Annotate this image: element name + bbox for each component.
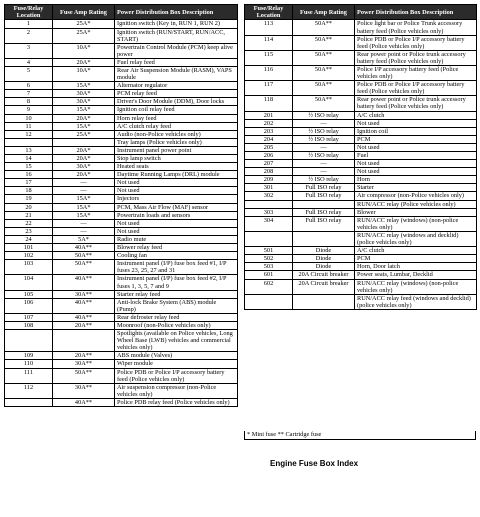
fuse-location-cell: 301 <box>245 184 293 192</box>
fuse-rating-cell: 5A* <box>53 235 115 243</box>
fuse-description-cell: Horn relay feed <box>115 114 238 122</box>
fuse-rating-cell: 50A** <box>293 81 355 96</box>
fuse-rating-cell: 15A* <box>53 211 115 219</box>
fuse-description-cell: Not used <box>115 219 238 227</box>
table-row <box>5 298 238 313</box>
table-row <box>5 82 238 90</box>
fuse-description-cell: Instrument panel power point <box>115 146 238 154</box>
left-fuse-table <box>4 4 238 407</box>
table-row <box>5 290 238 298</box>
table-row <box>5 43 238 58</box>
table-header-row <box>245 5 477 20</box>
fuse-rating-cell: 15A* <box>53 122 115 130</box>
table-row <box>245 119 477 127</box>
fuse-location-cell: 4 <box>5 58 53 66</box>
fuse-rating-cell: 40A** <box>53 398 115 406</box>
fuse-rating-cell: 20A* <box>53 114 115 122</box>
fuse-location-cell: 303 <box>245 208 293 216</box>
fuse-description-cell: RUN/ACC relay (windows) (non-police vehicles only) <box>355 216 477 231</box>
fuse-rating-cell: 40A** <box>53 244 115 252</box>
table-row <box>5 383 238 398</box>
fuse-description-cell: Spotlights (available on Police vehicles, Long Wheel Base (LWB) vehicles and commercial vehicles only) <box>115 330 238 352</box>
fuse-location-cell <box>245 294 293 309</box>
fuse-description-cell: Powertrain loads and sensors <box>115 211 238 219</box>
fuse-rating-cell: ½ ISO relay <box>293 135 355 143</box>
table-row <box>5 321 238 329</box>
fuse-description-cell: Radio mute <box>115 235 238 243</box>
table-row <box>245 176 477 184</box>
fuse-description-cell: Not used <box>355 160 477 168</box>
fuse-description-cell: Not used <box>355 119 477 127</box>
fuse-location-cell: 113 <box>245 20 293 35</box>
fuse-description-cell: Ignition switch (Key in, RUN 1, RUN 2) <box>115 20 238 28</box>
table-row <box>245 216 477 231</box>
table-row <box>5 98 238 106</box>
table-row <box>5 313 238 321</box>
fuse-rating-cell: — <box>293 143 355 151</box>
fuse-rating-cell <box>53 330 115 352</box>
table-row <box>245 135 477 143</box>
fuse-location-cell: 204 <box>245 135 293 143</box>
fuse-location-cell: 205 <box>245 143 293 151</box>
header-description: Power Distribution Box Description <box>355 5 477 20</box>
table-row <box>245 20 477 35</box>
fuse-description-cell: Fuel <box>355 152 477 160</box>
table-row <box>5 227 238 235</box>
fuse-description-cell: Police PDB or Police I/P accessory battery feed (Police vehicles only) <box>355 81 477 96</box>
header-rating: Fuse Amp Rating <box>53 5 115 20</box>
fuse-location-cell: 1 <box>5 20 53 28</box>
fuse-description-cell: Cooling fan <box>115 252 238 260</box>
fuse-location-cell: 601 <box>245 271 293 279</box>
fuse-rating-cell: 10A* <box>53 43 115 58</box>
table-row <box>245 294 477 309</box>
fuse-location-cell: 104 <box>5 275 53 290</box>
fuse-rating-cell: Full ISO relay <box>293 192 355 200</box>
fuse-location-cell: 602 <box>245 279 293 294</box>
fuse-rating-cell: 15A* <box>53 106 115 114</box>
table-row <box>245 65 477 80</box>
fuse-location-cell: 17 <box>5 179 53 187</box>
fuse-rating-cell: — <box>53 179 115 187</box>
table-row <box>5 20 238 28</box>
left-table-body <box>5 20 238 407</box>
table-row <box>5 58 238 66</box>
table-row <box>5 195 238 203</box>
fuse-rating-cell: Full ISO relay <box>293 208 355 216</box>
table-row <box>5 171 238 179</box>
fuse-description-cell: Instrument panel (I/P) fuse box feed #1, I/P fuses 23, 25, 27 and 31 <box>115 260 238 275</box>
fuse-location-cell: 207 <box>245 160 293 168</box>
fuse-location-cell: 21 <box>5 211 53 219</box>
fuse-rating-cell <box>293 231 355 246</box>
fuse-description-cell: Rear Air Suspension Module (RASM), VAPS module <box>115 66 238 81</box>
fuse-description-cell: Wiper module <box>115 360 238 368</box>
fuse-description-cell: Daytime Running Lamps (DRL) module <box>115 171 238 179</box>
table-row <box>5 187 238 195</box>
fuse-location-cell: 109 <box>5 352 53 360</box>
fuse-description-cell: ABS module (Valves) <box>115 352 238 360</box>
fuse-description-cell: Driver's Door Module (DDM), Door locks <box>115 98 238 106</box>
fuse-description-cell: PCM, Mass Air Flow (MAF) sensor <box>115 203 238 211</box>
table-row <box>5 244 238 252</box>
fuse-location-cell: 7 <box>5 90 53 98</box>
fuse-location-cell: 115 <box>245 50 293 65</box>
fuse-location-cell: 18 <box>5 187 53 195</box>
fuse-location-cell: 201 <box>245 111 293 119</box>
fuse-description-cell: Heated seats <box>115 163 238 171</box>
fuse-description-cell: Injectors <box>115 195 238 203</box>
fuse-rating-cell: 20A** <box>53 352 115 360</box>
fuse-description-cell: Police PDB relay feed (Police vehicles only) <box>115 398 238 406</box>
fuse-rating-cell: 25A* <box>53 20 115 28</box>
fuse-rating-cell: — <box>293 119 355 127</box>
table-row <box>245 143 477 151</box>
fuse-rating-cell: Full ISO relay <box>293 184 355 192</box>
fuse-description-cell: Horn, Door latch <box>355 263 477 271</box>
fuse-description-cell: Police PDB or Police I/P accessory battery feed (Police vehicles only) <box>355 35 477 50</box>
fuse-rating-cell: 20A** <box>53 321 115 329</box>
fuse-description-cell: PCM relay feed <box>115 90 238 98</box>
table-row <box>5 138 238 146</box>
table-row <box>5 203 238 211</box>
fuse-location-cell: 502 <box>245 255 293 263</box>
fuse-rating-cell: 20A* <box>53 171 115 179</box>
fuse-description-cell: RUN/ACC relay feed (windows and decklid) (police vehicles only) <box>355 294 477 309</box>
table-row <box>245 279 477 294</box>
table-row <box>5 163 238 171</box>
fuse-rating-cell: 20A* <box>53 155 115 163</box>
table-row <box>245 247 477 255</box>
fuse-location-cell: 106 <box>5 298 53 313</box>
fuse-location-cell: 2 <box>5 28 53 43</box>
fuse-description-cell: Anti-lock Brake System (ABS) module (Pump) <box>115 298 238 313</box>
table-row <box>245 152 477 160</box>
table-row <box>5 398 238 406</box>
fuse-description-cell: Starter <box>355 184 477 192</box>
table-row <box>5 352 238 360</box>
fuse-rating-cell: 50A** <box>53 260 115 275</box>
table-row <box>5 360 238 368</box>
fuse-location-cell: 8 <box>5 98 53 106</box>
fuse-location-cell: 16 <box>5 171 53 179</box>
table-row <box>5 219 238 227</box>
fuse-location-cell: 9 <box>5 106 53 114</box>
fuse-description-cell: Not used <box>355 143 477 151</box>
fuse-rating-cell: 40A** <box>53 313 115 321</box>
fuse-location-cell: 501 <box>245 247 293 255</box>
fuse-location-cell: 12 <box>5 130 53 138</box>
fuse-rating-cell: 20A* <box>53 58 115 66</box>
fuse-description-cell: Horn <box>355 176 477 184</box>
fuse-description-cell: A/C clutch <box>355 111 477 119</box>
fuse-location-cell: 110 <box>5 360 53 368</box>
table-row <box>245 184 477 192</box>
table-row <box>245 81 477 96</box>
fuse-description-cell: PCM <box>355 255 477 263</box>
fuse-location-cell: 14 <box>5 155 53 163</box>
table-row <box>5 155 238 163</box>
fuse-description-cell: Starter relay feed <box>115 290 238 298</box>
fuse-rating-cell: 25A* <box>53 28 115 43</box>
fuse-description-cell: Ignition switch (RUN/START, RUN/ACC, START) <box>115 28 238 43</box>
fuse-rating-cell: 30A* <box>53 90 115 98</box>
fuse-location-cell: 15 <box>5 163 53 171</box>
table-row <box>245 271 477 279</box>
header-rating: Fuse Amp Rating <box>293 5 355 20</box>
fuse-location-cell: 209 <box>245 176 293 184</box>
fuse-rating-cell <box>53 138 115 146</box>
fuse-description-cell: Police light bar or Police Trunk accessory battery feed (Police vehicles only) <box>355 20 477 35</box>
section-heading: Engine Fuse Box Index <box>270 459 359 468</box>
fuse-location-cell: 114 <box>245 35 293 50</box>
table-row <box>245 200 477 208</box>
right-fuse-table <box>244 4 477 310</box>
fuse-rating-cell: Diode <box>293 247 355 255</box>
fuse-location-cell: 112 <box>5 383 53 398</box>
fuse-rating-cell: — <box>53 219 115 227</box>
fuse-description-cell: PCM <box>355 135 477 143</box>
fuse-location-cell: 22 <box>5 219 53 227</box>
fuse-location-cell: 105 <box>5 290 53 298</box>
fuse-description-cell: Air compressor (non-Police vehicles only) <box>355 192 477 200</box>
fuse-rating-cell: 15A* <box>53 82 115 90</box>
fuse-description-cell: A/C clutch relay feed <box>115 122 238 130</box>
table-row <box>5 368 238 383</box>
fuse-location-cell: 203 <box>245 127 293 135</box>
fuse-description-cell: Ignition coil relay feed <box>115 106 238 114</box>
fuse-description-cell: Power seats, Lumbar, Decklid <box>355 271 477 279</box>
fuse-rating-cell: — <box>53 227 115 235</box>
fuse-description-cell: RUN/ACC relay (windows and decklid) (police vehicles only) <box>355 231 477 246</box>
fuse-location-cell: 3 <box>5 43 53 58</box>
fuse-rating-cell: 20A* <box>53 146 115 154</box>
fuse-location-cell: 208 <box>245 168 293 176</box>
fuse-description-cell: Stop lamp switch <box>115 155 238 163</box>
fuse-description-cell: Police PDB or Police I/P accessory battery feed (Police vehicles only) <box>115 368 238 383</box>
table-row <box>245 168 477 176</box>
fuse-description-cell: RUN/ACC relay (Police vehicles only) <box>355 200 477 208</box>
fuse-location-cell: 19 <box>5 195 53 203</box>
fuse-location-cell: 116 <box>245 65 293 80</box>
fuse-location-cell: 304 <box>245 216 293 231</box>
fuse-description-cell: Instrument panel (I/P) fuse box feed #2, I/P fuses 1, 3, 5, 7 and 9 <box>115 275 238 290</box>
fuse-location-cell: 302 <box>245 192 293 200</box>
fuse-rating-cell: 50A** <box>293 35 355 50</box>
fuse-location-cell <box>5 330 53 352</box>
fuse-location-cell: 202 <box>245 119 293 127</box>
fuse-description-cell: Not used <box>355 168 477 176</box>
fuse-location-cell: 111 <box>5 368 53 383</box>
fuse-rating-cell: 15A* <box>53 195 115 203</box>
table-row <box>5 179 238 187</box>
fuse-rating-cell: 50A** <box>53 252 115 260</box>
table-row <box>245 111 477 119</box>
fuse-location-cell: 103 <box>5 260 53 275</box>
fuse-description-cell: Not used <box>115 187 238 195</box>
fuse-rating-cell: 30A** <box>53 290 115 298</box>
fuse-description-cell: Rear defroster relay feed <box>115 313 238 321</box>
table-row <box>245 192 477 200</box>
fuse-rating-cell: 10A* <box>53 66 115 81</box>
fuse-description-cell: Audio (non-Police vehicles only) <box>115 130 238 138</box>
table-row <box>245 160 477 168</box>
header-location: Fuse/Relay Location <box>245 5 293 20</box>
table-row <box>5 130 238 138</box>
table-row <box>245 231 477 246</box>
table-row <box>245 96 477 111</box>
fuse-description-cell: Ignition coil <box>355 127 477 135</box>
fuse-rating-cell: 50A** <box>293 50 355 65</box>
fuse-location-cell: 6 <box>5 82 53 90</box>
table-row <box>5 66 238 81</box>
fuse-location-cell: 102 <box>5 252 53 260</box>
fuse-rating-cell: 30A** <box>53 383 115 398</box>
fuse-location-cell: 206 <box>245 152 293 160</box>
right-table-body <box>245 20 477 309</box>
table-row <box>5 211 238 219</box>
table-row <box>5 252 238 260</box>
fuse-description-cell: Powertrain Control Module (PCM) keep alive power <box>115 43 238 58</box>
fuse-location-cell: 108 <box>5 321 53 329</box>
fuse-location-cell: 10 <box>5 114 53 122</box>
fuse-rating-cell: — <box>293 160 355 168</box>
fuse-rating-cell: 30A* <box>53 163 115 171</box>
fuse-description-cell: Rear power point or Police trunk accessory battery feed (Police vehicles only) <box>355 96 477 111</box>
fuse-description-cell: Moonroof (non-Police vehicles only) <box>115 321 238 329</box>
header-description: Power Distribution Box Description <box>115 5 238 20</box>
fuse-rating-cell: 40A** <box>53 275 115 290</box>
fuse-location-cell: 23 <box>5 227 53 235</box>
fuse-rating-cell: ½ ISO relay <box>293 176 355 184</box>
fuse-location-cell <box>5 138 53 146</box>
fuse-description-cell: Not used <box>115 179 238 187</box>
fuse-rating-cell: — <box>53 187 115 195</box>
fuse-rating-cell: 20A Circuit breaker <box>293 271 355 279</box>
fuse-rating-cell: Diode <box>293 263 355 271</box>
header-location: Fuse/Relay Location <box>5 5 53 20</box>
table-row <box>5 260 238 275</box>
table-row <box>245 127 477 135</box>
table-row <box>5 106 238 114</box>
fuse-rating-cell <box>293 200 355 208</box>
fuse-description-cell: Not used <box>115 227 238 235</box>
table-row <box>245 263 477 271</box>
fuse-rating-cell: Full ISO relay <box>293 216 355 231</box>
table-row <box>5 114 238 122</box>
table-row <box>245 35 477 50</box>
fuse-rating-cell: ½ ISO relay <box>293 127 355 135</box>
fuse-rating-cell: 50A** <box>293 20 355 35</box>
fuse-location-cell <box>245 200 293 208</box>
fuse-description-cell: Tray lamps (Police vehicles only) <box>115 138 238 146</box>
fuse-location-cell: 117 <box>245 81 293 96</box>
fuse-location-cell: 107 <box>5 313 53 321</box>
fuse-rating-cell: 50A** <box>293 65 355 80</box>
fuse-location-cell: 20 <box>5 203 53 211</box>
table-row <box>245 208 477 216</box>
fuse-location-cell: 11 <box>5 122 53 130</box>
fuse-location-cell <box>5 398 53 406</box>
fuse-description-cell: RUN/ACC relay (windows) (non-police vehicles only) <box>355 279 477 294</box>
table-row <box>5 275 238 290</box>
fuse-description-cell: Fuel relay feed <box>115 58 238 66</box>
fuse-location-cell: 503 <box>245 263 293 271</box>
fuse-rating-cell: Diode <box>293 255 355 263</box>
table-row <box>5 146 238 154</box>
fuse-description-cell: A/C clutch <box>355 247 477 255</box>
fuse-description-cell: Rear power point or Police trunk accessory battery feed (Police vehicles only) <box>355 50 477 65</box>
fuse-rating-cell: — <box>293 168 355 176</box>
fuse-location-cell: 118 <box>245 96 293 111</box>
fuse-rating-cell: 15A* <box>53 203 115 211</box>
fuse-description-cell: Blower relay feed <box>115 244 238 252</box>
fuse-location-cell: 13 <box>5 146 53 154</box>
table-header-row <box>5 5 238 20</box>
fuse-rating-cell: 40A** <box>53 298 115 313</box>
fuse-rating-cell: 25A* <box>53 130 115 138</box>
fuse-rating-cell: 50A** <box>53 368 115 383</box>
fuse-location-cell: 101 <box>5 244 53 252</box>
fuse-rating-cell: ½ ISO relay <box>293 152 355 160</box>
table-row <box>245 255 477 263</box>
fuse-description-cell: Blower <box>355 208 477 216</box>
fuse-rating-cell: 50A** <box>293 96 355 111</box>
table-row <box>5 90 238 98</box>
fuse-location-cell <box>245 231 293 246</box>
table-row <box>245 50 477 65</box>
fuse-rating-cell: ½ ISO relay <box>293 111 355 119</box>
footnote: * Mini fuse ** Cartridge fuse <box>244 431 476 440</box>
fuse-rating-cell <box>293 294 355 309</box>
fuse-rating-cell: 30A* <box>53 98 115 106</box>
table-row <box>5 330 238 352</box>
fuse-description-cell: Alternator regulator <box>115 82 238 90</box>
fuse-rating-cell: 30A** <box>53 360 115 368</box>
table-row <box>5 28 238 43</box>
fuse-description-cell: Police I/P accessory battery feed (Police vehicles only) <box>355 65 477 80</box>
fuse-rating-cell: 20A Circuit breaker <box>293 279 355 294</box>
fuse-location-cell: 24 <box>5 235 53 243</box>
table-row <box>5 122 238 130</box>
table-row <box>5 235 238 243</box>
fuse-description-cell: Air suspension compressor (non-Police vehicles only) <box>115 383 238 398</box>
fuse-location-cell: 5 <box>5 66 53 81</box>
